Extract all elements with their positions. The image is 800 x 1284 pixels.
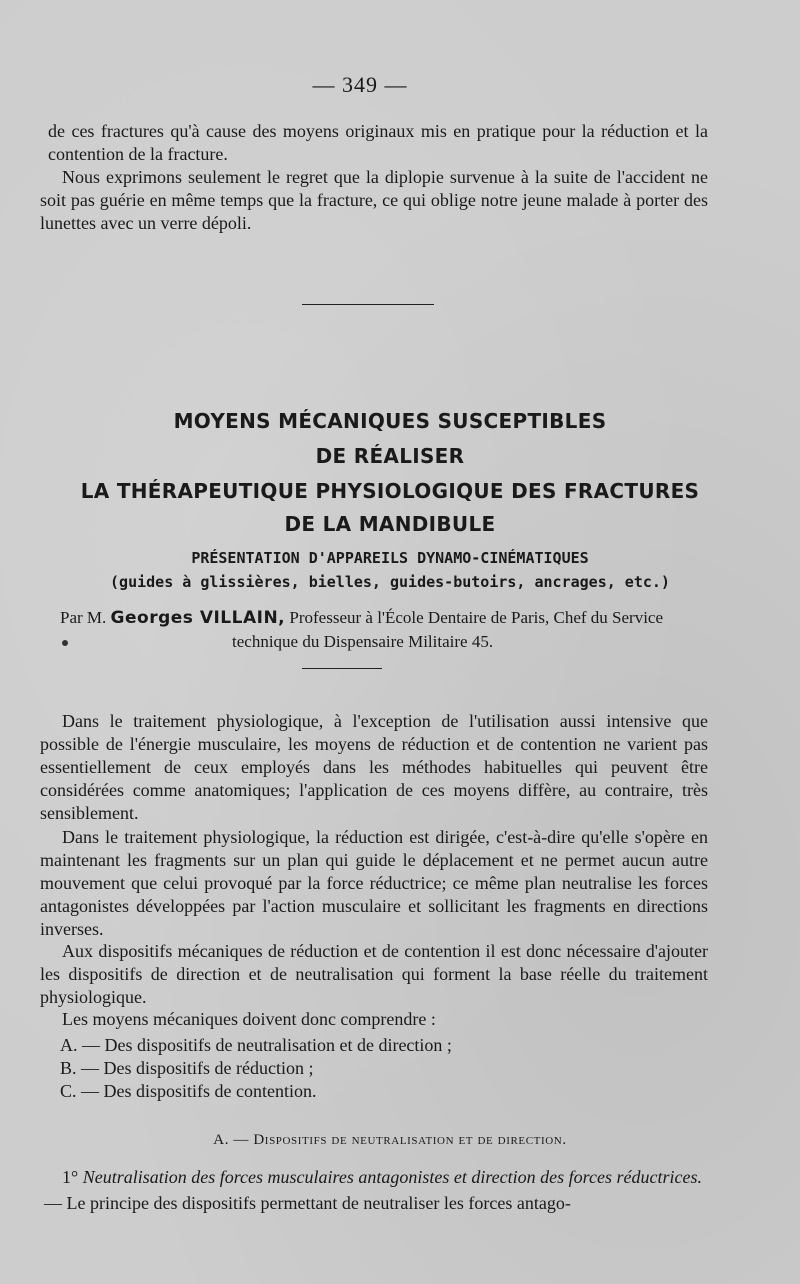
section-heading: A. — Dispositifs de neutralisation et de direction. [213,1132,567,1148]
list-item-a: A. — Des dispositifs de neutralisation et de direction ; [60,1035,452,1055]
section-text: — Le principe des dispositifs permettant de neutraliser les forces antago- [44,1193,571,1213]
separator-rule-bottom [302,668,382,669]
section-paragraph [44,1164,724,1216]
body-paragraph-3: Aux dispositifs mécaniques de réduction et de contention il est donc nécessaire d'ajouter les dispositifs de direction et de neutralisation qui forment la base réelle du traitement physiologique. [40,941,708,1007]
ink-dot-mark [62,640,68,646]
byline-prefix: Par M. [60,608,107,627]
author-name: Georges VILLAIN, [110,608,286,628]
list-item-b: B. — Des dispositifs de réduction ; [60,1058,314,1078]
byline-affiliation-line-2: technique du Dispensaire Militaire 45. [232,632,494,651]
article-title-line-4: DE LA MANDIBULE [284,512,496,536]
separator-rule-top [302,304,434,305]
section-number: 1° [62,1167,79,1187]
byline [60,606,720,653]
article-title-line-1: MOYENS MÉCANIQUES SUSCEPTIBLES [173,409,607,433]
article-subtitle-line-2: (guides à glissières, bielles, guides-butoirs, ancrages, etc.) [110,573,670,591]
list-item-c: C. — Des dispositifs de contention. [60,1081,317,1101]
body-paragraph-1: Dans le traitement physiologique, à l'exception de l'utilisation aussi intensive que possible de l'énergie musculaire, les moyens de réduction et de contention ne varient pas essentiellement de ceux employés dans les méthodes habituelles qui peuvent être considérées comme anatomiques; l'application de ces moyens diffère, au contraire, très sensiblement. [40,711,708,823]
byline-affiliation: Professeur à l'École Dentaire de Paris, Chef du Service [289,608,664,627]
article-title-line-2: DE RÉALISER [315,444,465,468]
article-subtitle-line-1: PRÉSENTATION D'APPAREILS DYNAMO-CINÉMATIQUES [191,549,589,567]
section-italic-lead: Neutralisation des forces musculaires antagonistes et direction des forces réductrices. [82,1167,702,1187]
intro-paragraph-2: Nous exprimons seulement le regret que la diplopie survenue à la suite de l'accident ne soit pas guérie en même temps que la fracture, ce qui oblige notre jeune malade à porter des lunettes avec un verre dépoli. [40,167,708,233]
intro-paragraph-1: de ces fractures qu'à cause des moyens originaux mis en pratique pour la réduction et la contention de la fracture. [48,121,708,164]
article-title-line-3: LA THÉRAPEUTIQUE PHYSIOLOGIQUE DES FRACTURES [80,479,700,503]
body-paragraph-2: Dans le traitement physiologique, la réduction est dirigée, c'est-à-dire qu'elle s'opère en maintenant les fragments sur un plan qui guide le déplacement et ne permet aucun autre mouvement que celui provoqué par la force réductrice; ce même plan neutralise les forces antagonistes développées par l'action musculaire et sollicitant les fragments en directions inverses. [40,827,708,939]
page-number: — 349 — [312,72,408,97]
body-paragraph-4: Les moyens mécaniques doivent donc comprendre : [62,1009,436,1029]
